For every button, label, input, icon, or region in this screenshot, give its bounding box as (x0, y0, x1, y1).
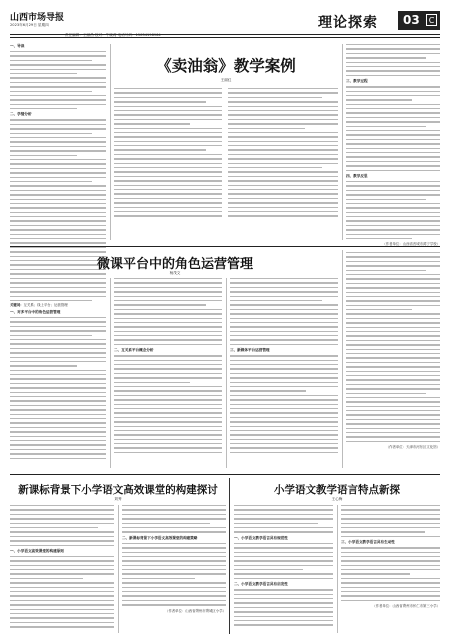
article-1-section-2: 二、学情分析 (10, 112, 32, 117)
article-3-title: 新课标背景下小学语文高效课堂的构建探讨 (18, 484, 218, 496)
article-1-section-4: 四、教学反思 (346, 173, 368, 178)
article-separator-vertical (229, 478, 230, 634)
article-1-col-left (10, 44, 106, 240)
article-4-author: 王心梅 (331, 497, 343, 501)
col-divider (110, 278, 111, 468)
article-2-col-2 (114, 278, 222, 468)
article-2 (10, 250, 440, 472)
article-1-section-1: 一、导读 (10, 44, 25, 48)
article-4-col-2 (341, 505, 440, 633)
col-divider (110, 44, 111, 240)
article-2-author: 杨茂文 (169, 271, 181, 275)
article-1-title: 《卖油翁》教学案例 (156, 56, 296, 75)
paper-name: 山西市场导报 (10, 13, 65, 23)
article-3-section-1: 一、小学语文高效课堂的构建原则 (10, 548, 64, 553)
article-4-col-1 (234, 505, 333, 633)
date-line: 2023年6月29日 星期四 (10, 23, 49, 27)
article-3 (10, 478, 226, 634)
article-4 (234, 478, 440, 634)
article-1-col-mid-b (228, 88, 338, 240)
article-1-col-right (346, 44, 440, 247)
article-2-section-3: 三、新媒体平台运营管理 (230, 348, 270, 353)
article-4-footer: （作者单位：山西省朔州市怀仁市第三小学） (372, 604, 440, 609)
article-4-section-2: 二、小学语文教学语言具有启发性 (234, 582, 288, 587)
article-3-section-2: 二、新课标背景下小学语文高效课堂的构建策略 (122, 535, 198, 540)
article-3-col-2 (122, 505, 226, 633)
article-3-author: 刘秀 (114, 497, 122, 501)
keywords-label: 关键词： (10, 303, 24, 307)
article-1 (10, 40, 440, 247)
article-2-title: 微课平台中的角色运营管理 (96, 257, 253, 272)
section-title: 理论探索 (318, 15, 378, 31)
article-2-col-4 (346, 252, 440, 468)
col-divider (337, 505, 338, 633)
article-separator (10, 246, 440, 247)
article-3-footer: （作者单位：山西省朔州市朔城区小学） (164, 608, 226, 613)
col-divider (226, 278, 227, 468)
col-divider (118, 505, 119, 633)
col-divider (342, 44, 343, 240)
article-2-keywords (10, 302, 106, 307)
article-4-section-3: 三、小学语文教学语言具有生动性 (341, 540, 395, 545)
article-4-title: 小学语文教学语言特点新探 (274, 484, 400, 496)
keywords-text: 互关系；线上平台；运营管理 (23, 303, 68, 307)
article-1-author: 王丽红 (220, 78, 232, 82)
masthead-rule (10, 34, 440, 35)
article-1-col-mid-a (114, 88, 222, 240)
article-2-col-1 (10, 310, 106, 468)
article-2-footer: （作者单位：天津市河东区文化馆） (385, 445, 440, 450)
article-1-section-3: 三、教学过程 (346, 79, 368, 84)
article-1-footer: （作者单位：山西省晋城市鸿宁学校） (382, 242, 440, 247)
page-number-box (398, 11, 440, 30)
article-separator (10, 474, 440, 475)
article-3-col-1 (10, 505, 114, 633)
article-2-section-1: 一、对多平台中的角色运营管理 (10, 310, 61, 314)
col-divider (342, 250, 343, 468)
masthead-rule-thin (10, 37, 440, 38)
article-2-section-2: 二、互关系平台概念分析 (114, 348, 154, 353)
article-2-abstract (10, 278, 106, 302)
page-number: 03 (403, 13, 420, 27)
page-mark: C (426, 14, 437, 26)
article-2-col-3 (230, 278, 338, 468)
article-4-section-1: 一、小学语文教学语言具有规范性 (234, 535, 288, 540)
